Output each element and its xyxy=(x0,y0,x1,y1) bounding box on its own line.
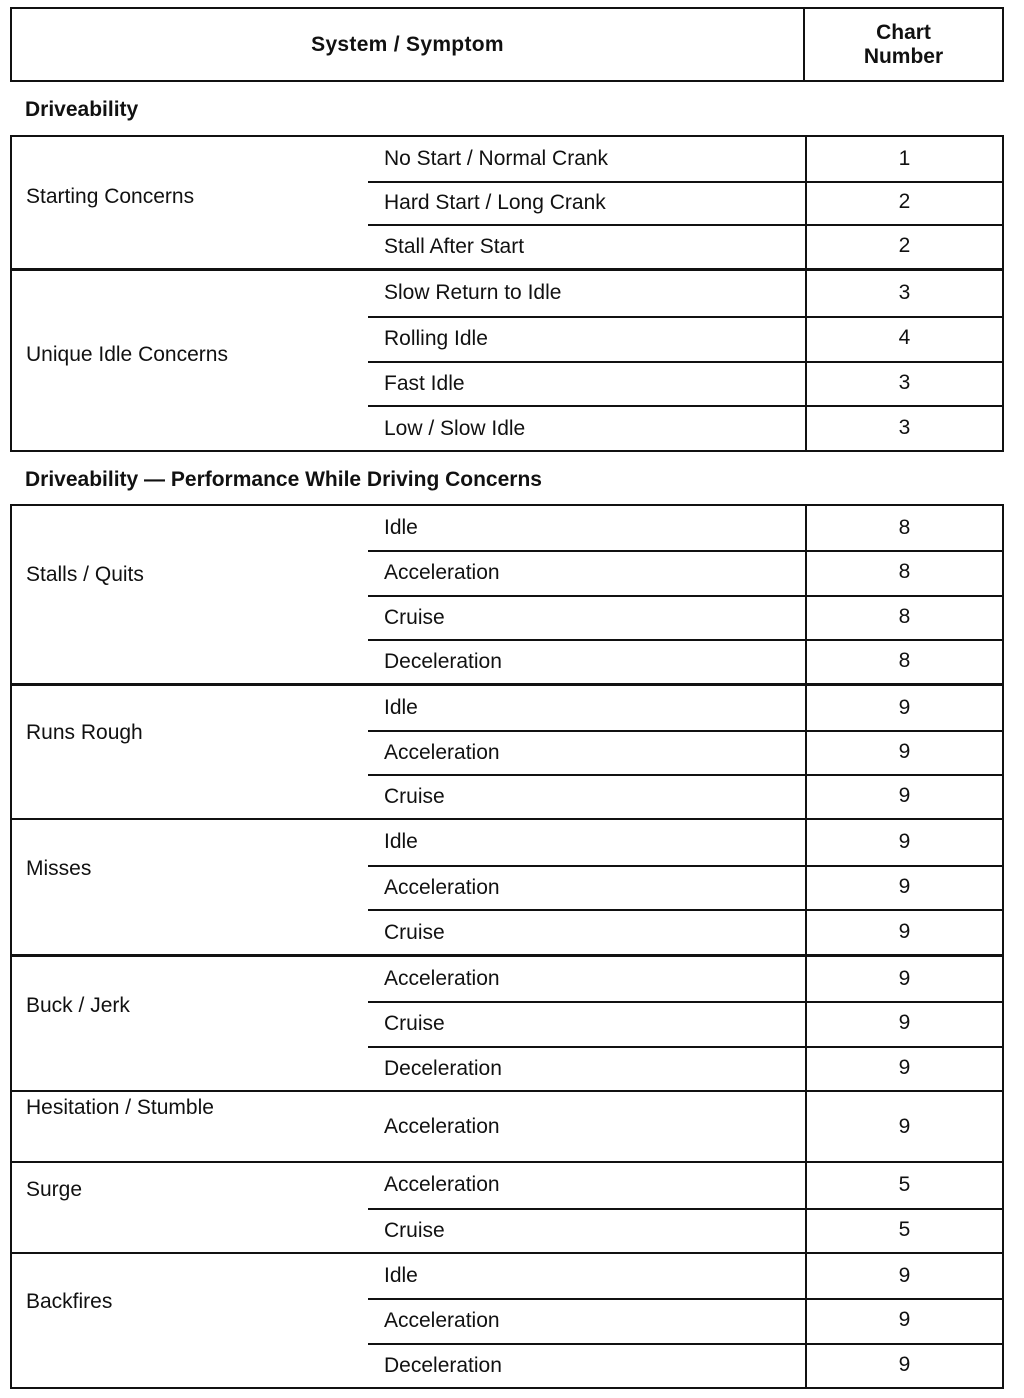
symptom-cell: Cruise xyxy=(384,605,445,629)
chart-number-cell: 3 xyxy=(805,361,1002,406)
chart-number-cell: 9 xyxy=(805,774,1002,818)
table-row xyxy=(368,550,1002,594)
symptom-cell: Idle xyxy=(384,696,418,719)
symptom-rows xyxy=(368,1163,1002,1252)
chart-number-cell: 9 xyxy=(805,1254,1002,1298)
table-row xyxy=(368,1254,1002,1298)
chart-number-cell: 9 xyxy=(805,820,1002,865)
symptom-rows xyxy=(368,957,1002,1090)
table-row xyxy=(368,909,1002,954)
group-hesitation-stumble xyxy=(10,1090,1004,1163)
group-backfires xyxy=(10,1252,1004,1389)
symptom-cell: Acceleration xyxy=(384,561,500,585)
symptom-rows xyxy=(368,137,1002,268)
chart-number-cell: 1 xyxy=(805,137,1002,181)
group-surge xyxy=(10,1161,1004,1254)
symptom-rows xyxy=(368,1092,1002,1161)
group-label: Stalls / Quits xyxy=(26,563,144,586)
symptom-rows xyxy=(368,271,1002,450)
table-row xyxy=(368,639,1002,683)
symptom-rows xyxy=(368,820,1002,954)
table-row xyxy=(368,774,1002,818)
table-row xyxy=(368,595,1002,639)
symptom-cell: Idle xyxy=(384,1264,418,1288)
symptom-cell: Acceleration xyxy=(384,1114,500,1138)
table-row xyxy=(368,405,1002,450)
table-row xyxy=(368,316,1002,361)
chart-number-cell: 9 xyxy=(805,909,1002,954)
chart-number-header-line2: Number xyxy=(863,44,944,68)
section-title: Driveability xyxy=(25,98,139,121)
group-label: Hesitation / Stumble xyxy=(26,1096,214,1119)
chart-number-cell: 8 xyxy=(805,506,1002,550)
table-row xyxy=(368,1092,1002,1161)
symptom-cell: Cruise xyxy=(384,1218,445,1242)
chart-number-cell: 9 xyxy=(805,686,1002,730)
chart-number-cell: 9 xyxy=(805,1343,1002,1387)
chart-number-header-line1: Chart xyxy=(876,20,931,44)
chart-number-cell: 9 xyxy=(805,957,1002,1001)
chart-number-cell: 9 xyxy=(805,1298,1002,1342)
symptom-cell: Rolling Idle xyxy=(384,327,488,351)
table-row xyxy=(368,137,1002,181)
symptom-cell: Fast Idle xyxy=(384,371,465,395)
table-row xyxy=(368,506,1002,550)
system-symptom-header: System / Symptom xyxy=(12,9,805,80)
symptom-cell: Acceleration xyxy=(384,1309,500,1333)
table-header xyxy=(10,7,1004,82)
symptom-cell: Acceleration xyxy=(384,1173,500,1197)
table-row xyxy=(368,271,1002,316)
group-label: Misses xyxy=(26,857,92,880)
group-label: Buck / Jerk xyxy=(26,994,130,1017)
table-row xyxy=(368,1208,1002,1253)
chart-number-header xyxy=(805,9,1002,80)
symptom-cell: Idle xyxy=(384,516,418,540)
table-row xyxy=(368,730,1002,774)
table-row xyxy=(368,1001,1002,1045)
symptom-cell: Slow Return to Idle xyxy=(384,281,562,305)
table-row xyxy=(368,865,1002,910)
symptom-cell: Cruise xyxy=(384,785,445,808)
chart-number-cell: 4 xyxy=(805,316,1002,361)
group-label: Unique Idle Concerns xyxy=(26,343,228,366)
table-row xyxy=(368,361,1002,406)
table-row xyxy=(368,1163,1002,1208)
symptom-rows xyxy=(368,1254,1002,1387)
chart-number-cell: 3 xyxy=(805,405,1002,450)
table-row xyxy=(368,181,1002,225)
symptom-cell: Idle xyxy=(384,830,418,854)
chart-number-cell: 9 xyxy=(805,1046,1002,1090)
chart-number-cell: 8 xyxy=(805,639,1002,683)
chart-number-cell: 8 xyxy=(805,550,1002,594)
table-row xyxy=(368,1298,1002,1342)
symptom-cell: Cruise xyxy=(384,920,445,944)
symptom-cell: Low / Slow Idle xyxy=(384,416,526,440)
group-stalls-quits xyxy=(10,504,1004,685)
symptom-rows xyxy=(368,506,1002,683)
table-row xyxy=(368,1343,1002,1387)
group-misses xyxy=(10,818,1004,956)
symptom-cell: Acceleration xyxy=(384,741,500,764)
table-row xyxy=(368,224,1002,268)
table-row xyxy=(368,686,1002,730)
chart-number-cell: 5 xyxy=(805,1208,1002,1253)
chart-number-cell: 8 xyxy=(805,595,1002,639)
group-label: Runs Rough xyxy=(26,721,143,744)
group-unique-idle-concerns xyxy=(10,269,1004,452)
symptom-cell: Stall After Start xyxy=(384,235,525,259)
chart-number-cell: 9 xyxy=(805,730,1002,774)
chart-number-cell: 9 xyxy=(805,865,1002,910)
group-starting-concerns xyxy=(10,135,1004,270)
symptom-cell: No Start / Normal Crank xyxy=(384,146,609,170)
group-buck-jerk xyxy=(10,955,1004,1092)
group-label: Starting Concerns xyxy=(26,185,195,208)
chart-number-cell: 2 xyxy=(805,181,1002,225)
symptom-cell: Cruise xyxy=(384,1012,445,1036)
symptom-cell: Deceleration xyxy=(384,1056,502,1080)
chart-number-cell: 3 xyxy=(805,271,1002,316)
symptom-cell: Deceleration xyxy=(384,649,502,673)
table-row xyxy=(368,957,1002,1001)
table-row xyxy=(368,820,1002,865)
chart-number-cell: 9 xyxy=(805,1092,1002,1161)
chart-number-cell: 9 xyxy=(805,1001,1002,1045)
symptom-rows xyxy=(368,686,1002,818)
symptom-cell: Acceleration xyxy=(384,967,500,991)
group-runs-rough xyxy=(10,684,1004,820)
table-row xyxy=(368,1046,1002,1090)
chart-number-cell: 5 xyxy=(805,1163,1002,1208)
symptom-cell: Deceleration xyxy=(384,1353,502,1377)
section-title: Driveability — Performance While Driving Concerns xyxy=(25,468,542,491)
symptom-cell: Acceleration xyxy=(384,875,500,899)
chart-number-cell: 2 xyxy=(805,224,1002,268)
group-label: Backfires xyxy=(26,1290,113,1313)
group-label: Surge xyxy=(26,1178,83,1201)
symptom-cell: Hard Start / Long Crank xyxy=(384,191,606,215)
